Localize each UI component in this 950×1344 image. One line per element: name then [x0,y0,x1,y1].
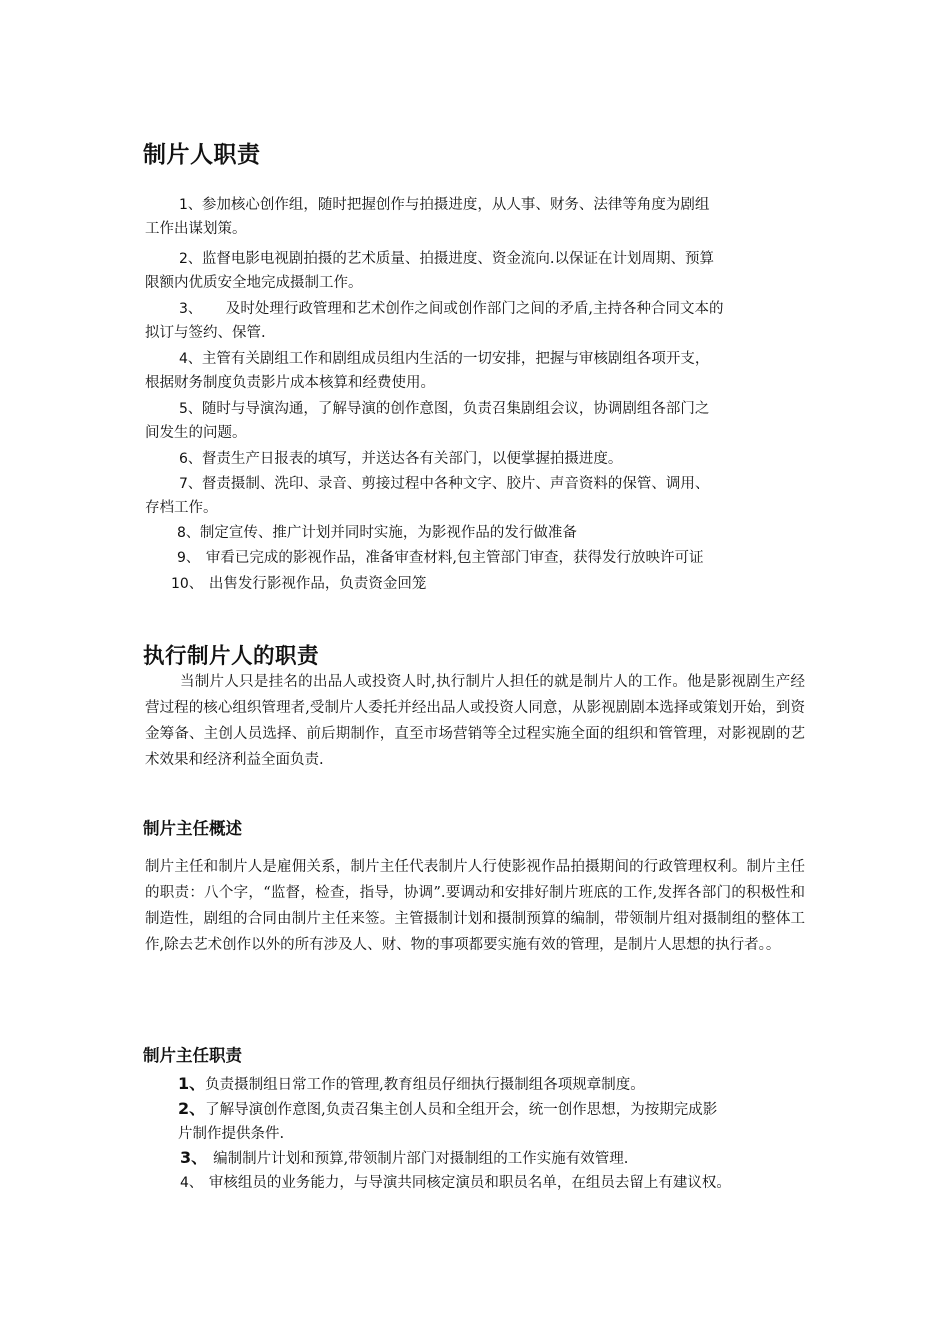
item-number: 6、 [179,451,202,467]
item-number: 8、 [177,525,200,541]
item-text: 及时处理行政管理和艺术创作之间或创作部门之间的矛盾,主持各种合同文本的 [225,301,724,317]
list-item [145,1097,805,1146]
item-number: 5、 [179,401,202,417]
item-number: 4、 [180,1175,203,1191]
section-body-production-manager-overview: 制片主任和制片人是雇佣关系，制片主任代表制片人行使影视作品拍摄期间的行政管理权利。制片主任的职责：八个字，“监督，检查，指导，协调”.要调动和安排好制片班底的工作,发挥各部门的积极性和制造性，剧组的合同由制片主任来签。主管摄制计划和摄制预算的编制，带领制片组对摄制组的整体工作,除去艺术创作以外的所有涉及人、财、物的事项都要实施有效的管理，是制片人思想的执行者。。 [145,859,805,953]
list-item [145,472,805,520]
list-item [145,297,805,345]
list-item [145,247,805,295]
list-item [145,347,805,395]
list-item [145,447,805,471]
list-item [145,193,805,241]
item-text: 出售发行影视作品，负责资金回笼 [208,576,427,592]
item-text-continued: 拟订与签约、保管. [145,325,266,341]
list-item [145,1171,805,1195]
item-text-continued: 根据财务制度负责影片成本核算和经费使用。 [145,375,435,391]
item-number: 2、 [179,251,202,267]
section-title-executive-producer: 执行制片人的职责 [143,644,320,669]
item-number: 2、 [178,1099,206,1118]
item-text: 督责生产日报表的填写，并送达各有关部门，以便掌握拍摄进度。 [201,451,623,467]
section-body-executive-producer: 当制片人只是挂名的出品人或投资人时,执行制片人担任的就是制片人的工作。他是影视剧生产经营过程的核心组织管理者,受制片人委托并经出品人或投资人同意，从影视剧剧本选择或策划开始，到资金筹备、主创人员选择、前后期制作，直至市场营销等全过程实施全面的组织和管管理，对影视剧的艺术效果和经济利益全面负责. [145,674,805,768]
item-text: 主管有关剧组工作和剧组成员组内生活的一切安排，把握与审核剧组各项开支， [201,351,710,367]
item-text: 监督电影电视剧拍摄的艺术质量、拍摄进度、资金流向.以保证在计划周期、预算 [201,251,715,267]
list-item [145,1146,805,1171]
item-text: 随时与导演沟通，了解导演的创作意图，负责召集剧组会议，协调剧组各部门之 [201,401,710,417]
item-text-continued: 片制作提供条件. [178,1126,285,1142]
list-item [145,572,805,596]
item-text: 了解导演创作意图,负责召集主创人员和全组开会，统一创作思想，为按期完成影 [205,1102,718,1118]
list-item [145,546,805,570]
item-text: 审看已完成的影视作品，准备审查材料,包主管部门审查，获得发行放映许可证 [205,550,704,566]
list-item [145,1072,805,1097]
item-number: 3、 [179,301,202,317]
list-item [145,397,805,445]
item-number: 9、 [177,550,200,566]
item-number: 7、 [179,476,202,492]
item-text: 编制制片计划和预算,带领制片部门对摄制组的工作实施有效管理. [213,1151,629,1167]
item-text-continued: 工作出谋划策。 [145,221,247,237]
item-number: 1、 [178,1074,206,1093]
item-number: 4、 [179,351,202,367]
item-number: 1、 [179,197,202,213]
item-number: 3、 [180,1148,208,1167]
list-item [145,521,805,545]
section-title-producer-duties: 制片人职责 [143,142,261,168]
item-text: 审核组员的业务能力，与导演共同核定演员和职员名单，在组员去留上有建议权。 [208,1175,731,1191]
section-title-production-manager-overview: 制片主任概述 [143,819,242,838]
item-text-continued: 限额内优质安全地完成摄制工作。 [145,275,363,291]
item-text: 参加核心创作组，随时把握创作与拍摄进度，从人事、财务、法律等角度为剧组 [201,197,710,213]
item-text: 负责摄制组日常工作的管理,教育组员仔细执行摄制组各项规章制度。 [205,1077,645,1093]
item-text: 督责摄制、洗印、录音、剪接过程中各种文字、胶片、声音资料的保管、调用、 [201,476,710,492]
item-text-continued: 间发生的问题。 [145,425,247,441]
item-number: 10、 [171,576,203,592]
item-text: 制定宣传、推广计划并同时实施，为影视作品的发行做准备 [199,525,577,541]
section-title-production-manager-duties: 制片主任职责 [143,1046,242,1065]
item-text-continued: 存档工作。 [145,500,218,516]
